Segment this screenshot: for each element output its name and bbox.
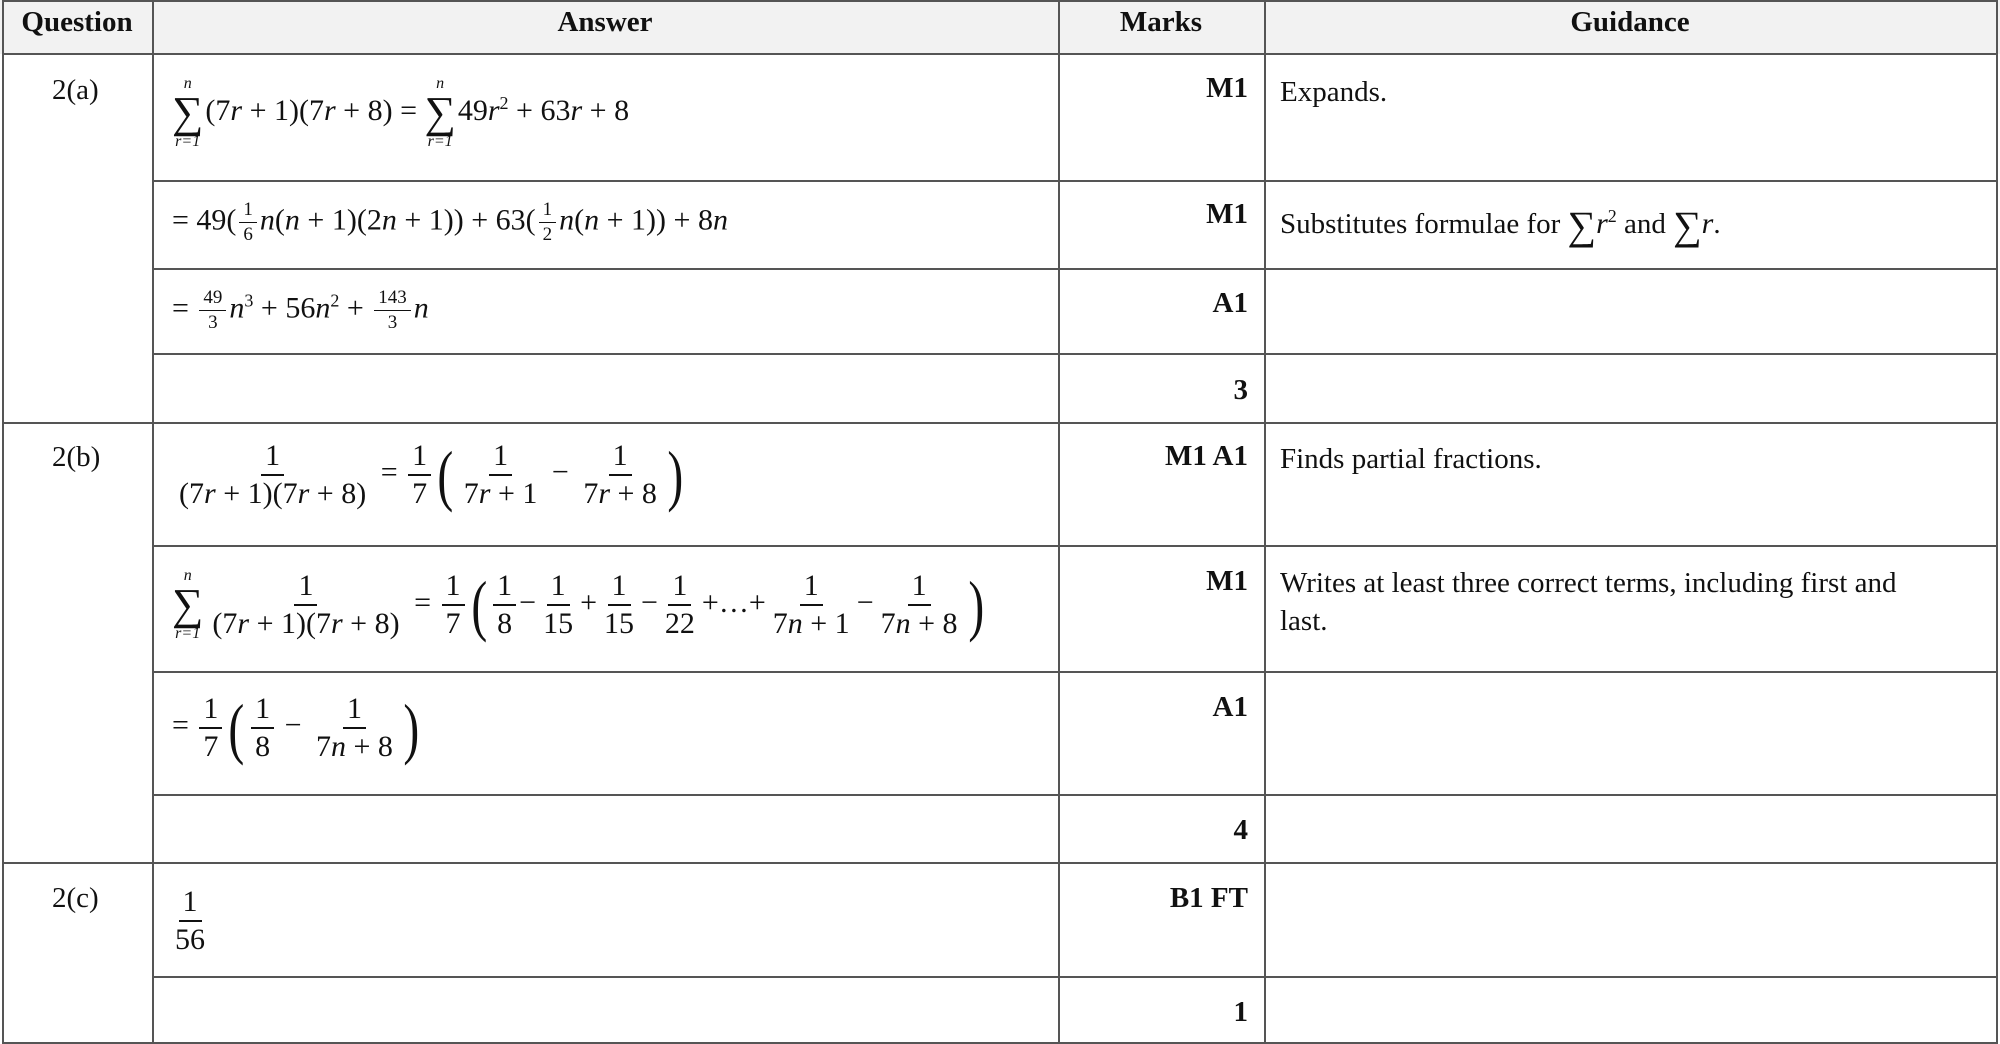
- table-border-left: [2, 0, 4, 1044]
- mark-2a-1: M1: [1206, 72, 1248, 104]
- header-divider: [2, 53, 1998, 55]
- row-divider: [152, 180, 1998, 182]
- row-divider: [152, 976, 1998, 978]
- mark-2a-2: M1: [1206, 198, 1248, 230]
- row-divider: [152, 353, 1998, 355]
- guidance-2b-1: Finds partial fractions.: [1280, 443, 1542, 475]
- mark-2a-3: A1: [1212, 287, 1248, 319]
- answer-2b-partial-fractions: $\frac{1}{(7r + 1)(7r + 8)}$ = $\frac{1}{7}$ ( $\frac{1}{7r + 1}$ − $\frac{1}{7r + 8}$ ): [179, 436, 684, 513]
- mark-2b-2: M1: [1206, 565, 1248, 597]
- mark-2c-total: 1: [1233, 996, 1248, 1028]
- header-question: Question: [21, 6, 133, 38]
- column-divider: [1058, 0, 1060, 1044]
- guidance-2a-2: Substitutes formulae for $\sum r^2$ and ∑r.: [1280, 203, 1721, 248]
- row-divider: [152, 268, 1998, 270]
- answer-2c-result: $\frac{1}{56}$: [175, 885, 205, 956]
- mark-2b-3: A1: [1212, 691, 1248, 723]
- guidance-2a-1: Expands.: [1280, 76, 1388, 108]
- guidance-2a-2-period: .: [1713, 207, 1721, 240]
- row-divider: [152, 671, 1998, 673]
- mark-2b-total: 4: [1233, 814, 1248, 846]
- question-label-2a: 2(a): [52, 74, 99, 106]
- answer-2b-terms: n ∑ r=1 $\frac{1}{(7r + 1)(7r + 8)}$ = $\frac{1}{7}$ ( $\frac{1}{8}$ − $\frac{1}{15}$ + $\frac{1}{15}$ − $\frac{1}{22}$ +…+ $\frac{1}{7n + 1}$ − $\frac{1}{7n + 8}$ ): [172, 566, 984, 643]
- table-border-right: [1996, 0, 1998, 1044]
- question-label-2b: 2(b): [52, 441, 101, 473]
- header-guidance: Guidance: [1570, 6, 1690, 38]
- row-divider: [152, 545, 1998, 547]
- question-label-2c: 2(c): [52, 882, 99, 914]
- mark-2c-1: B1 FT: [1169, 882, 1248, 914]
- column-divider: [1264, 0, 1266, 1044]
- answer-2a-result: = $\frac{49}{3}$ $n^3 + 56n^2$ + $\frac{143}{3}$ n: [172, 287, 429, 333]
- mark-2a-total: 3: [1233, 374, 1248, 406]
- row-divider: [152, 794, 1998, 796]
- header-answer: Answer: [557, 6, 653, 38]
- header-marks: Marks: [1119, 6, 1203, 38]
- question-divider: [2, 422, 1998, 424]
- question-divider: [2, 862, 1998, 864]
- answer-2b-result: = $\frac{1}{7}$ ( $\frac{1}{8}$ − $\frac{1}{7n + 8}$ ): [172, 689, 420, 766]
- mark-2b-1: M1 A1: [1165, 440, 1248, 472]
- answer-2a-expand: n ∑ r=1 (7r + 1)(7r + 8) = n ∑ r=1 $49r^2 + 63r + 8$: [172, 75, 630, 150]
- guidance-2a-2-and: and: [1624, 207, 1666, 240]
- answer-2a-substitute: = 49( $\frac{1}{6}$ n(n + 1)(2n + 1)) + 63( $\frac{1}{2}$ n(n + 1)) + 8n: [172, 199, 728, 245]
- guidance-2b-2: Writes at least three correct terms, including first and last.: [1280, 567, 1897, 637]
- column-divider: [152, 0, 154, 1044]
- guidance-2a-2-text: Substitutes formulae for: [1280, 207, 1561, 240]
- table-border-top: [2, 0, 1998, 2]
